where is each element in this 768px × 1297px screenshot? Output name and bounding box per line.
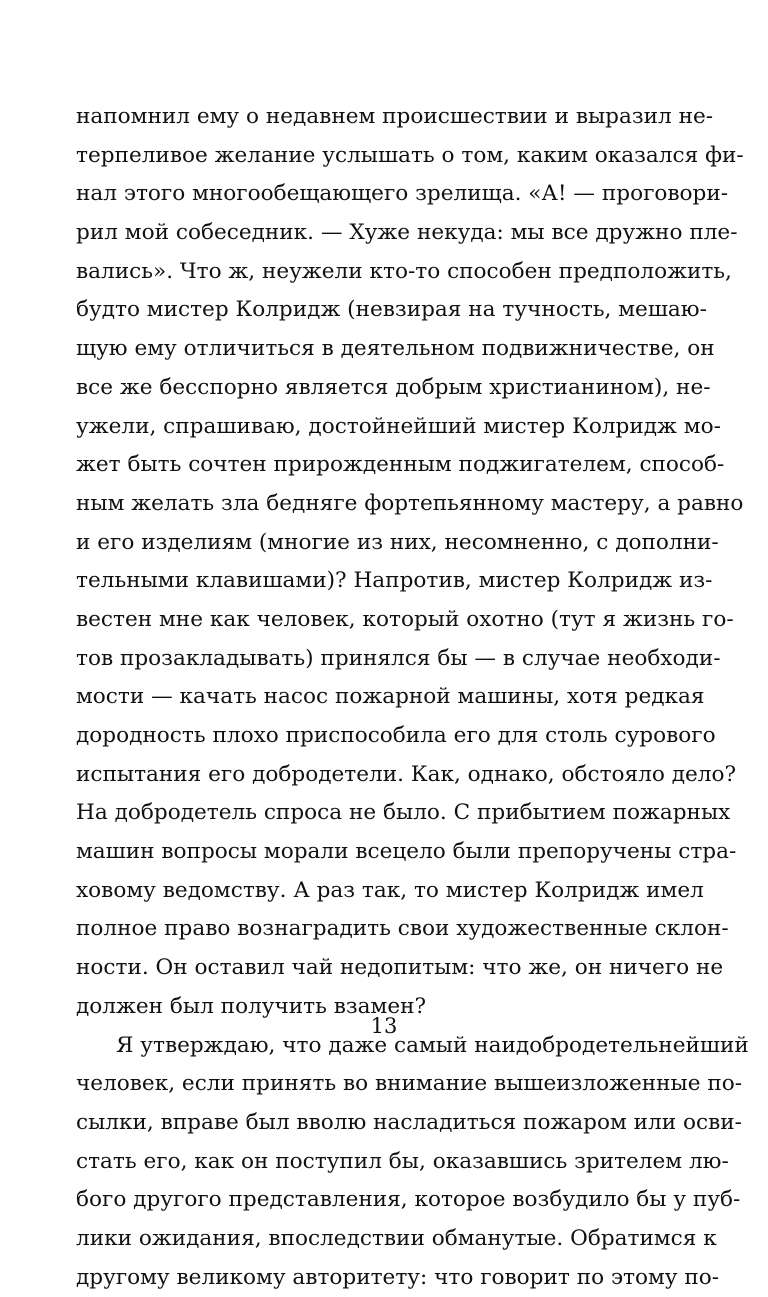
- text-line: и его изделиям (многие из них, несомненно, с дополни-: [76, 529, 719, 555]
- text-line: напомнил ему о недавнем происшествии и выразил не-: [76, 104, 714, 129]
- text-line: стать его, как он поступил бы, оказавшись зрителем лю-: [76, 1148, 729, 1174]
- text-line: человек, если принять во внимание вышеизложенные по-: [76, 1071, 743, 1097]
- text-line: На добродетель спроса не было. С прибытием пожарных: [76, 800, 731, 826]
- text-line: лики ожидания, впоследствии обманутые. Обратимся к: [76, 1225, 717, 1251]
- text-line: ным желать зла бедняге фортепьянному мастеру, а равно: [76, 490, 744, 516]
- text-line: тельными клавишами)? Напротив, мистер Колридж из-: [76, 568, 713, 594]
- text-line: испытания его добродетели. Как, однако, обстояло дело?: [76, 761, 737, 787]
- text-line: сылки, вправе был вволю насладиться пожаром или осви-: [76, 1109, 742, 1135]
- text-line: ужели, спрашиваю, достойнейший мистер Колридж мо-: [76, 413, 721, 439]
- text-line: все же бесспорно является добрым христианином), не-: [76, 374, 711, 400]
- page-number: 13: [370, 1014, 398, 1038]
- text-line: нал этого многообещающего зрелища. «А! — проговори-: [76, 181, 729, 207]
- text-line: будто мистер Колридж (невзирая на тучность, мешаю-: [76, 297, 707, 323]
- text-line: жет быть сочтен прирожденным поджигателем, способ-: [76, 452, 725, 478]
- text-line: ности. Он оставил чай недопитым: что же, он ничего не: [76, 955, 724, 981]
- paragraph-last-line: должен был получить взамен?: [76, 993, 427, 1019]
- text-line: вестен мне как человек, который охотно (тут я жизнь го-: [76, 606, 734, 632]
- text-line: щую ему отличиться в деятельном подвижничестве, он: [76, 336, 715, 362]
- text-line: рил мой собеседник. — Хуже некуда: мы все дружно пле-: [76, 220, 738, 246]
- text-line: вались». Что ж, неужели кто-то способен предположить,: [76, 258, 732, 284]
- text-line: бого другого представления, которое возбудило бы у пуб-: [76, 1187, 741, 1213]
- text-line: терпеливое желание услышать о том, каким оказался фи-: [76, 142, 744, 168]
- paragraph-first-line: Я утверждаю, что даже самый наидобродетельнейший: [116, 1032, 749, 1058]
- text-line: машин вопросы морали всецело были препоручены стра-: [76, 839, 737, 865]
- text-line: другому великому авторитету: что говорит по этому по-: [76, 1264, 720, 1290]
- text-line: дородность плохо приспособила его для столь сурового: [76, 723, 716, 748]
- text-line: ховому ведомству. А раз так, то мистер Колридж имел: [76, 877, 704, 903]
- text-line: полное право вознаградить свои художественные склон-: [76, 916, 729, 942]
- text-line: тов прозакладывать) принялся бы — в случае необходи-: [76, 645, 721, 671]
- body-text: [76, 98, 749, 1297]
- text-line: мости — качать насос пожарной машины, хотя редкая: [76, 684, 705, 710]
